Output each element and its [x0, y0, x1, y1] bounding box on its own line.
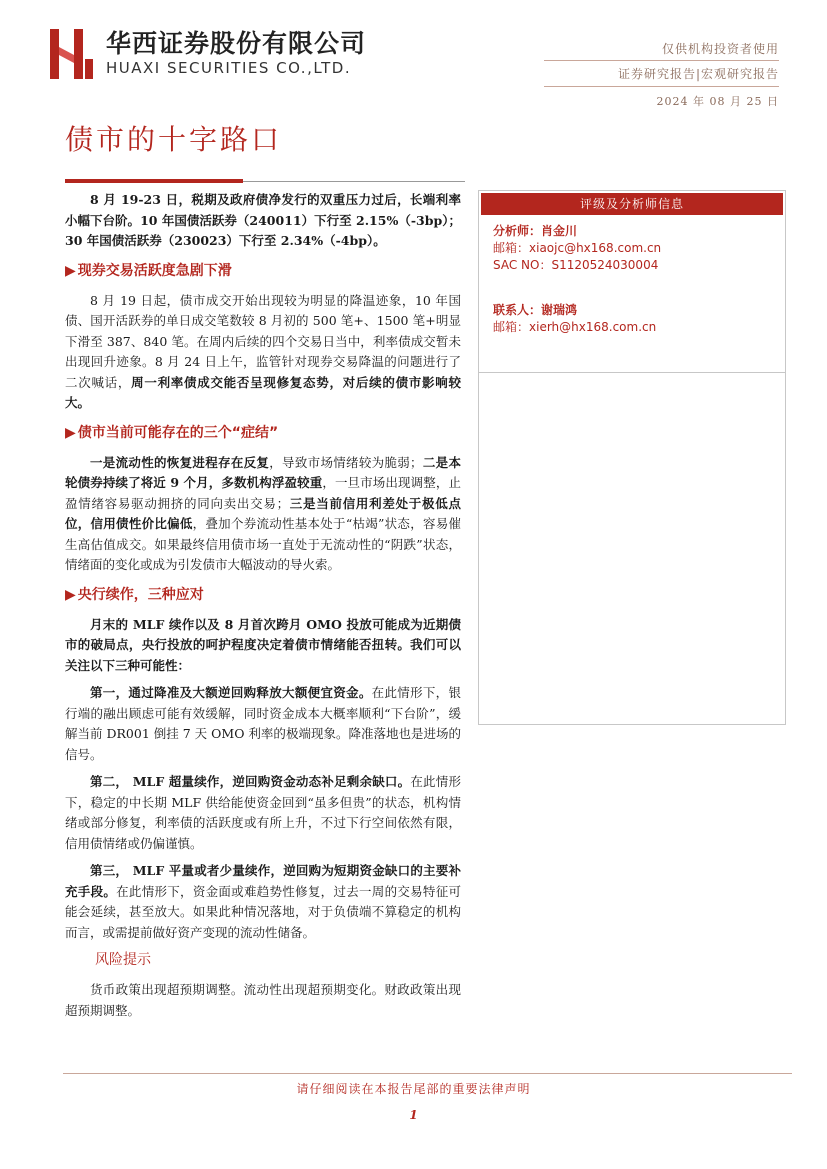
title-rule	[243, 181, 465, 182]
footer-disclaimer: 请仔细阅读在本报告尾部的重要法律声明	[296, 1082, 531, 1096]
page-number: 1	[409, 1108, 418, 1122]
risk-paragraph: 货币政策出现超预期调整。流动性出现超预期变化。财政政策出现超预期调整。	[65, 982, 461, 1018]
analyst-email[interactable]: xiaojc@hx168.com.cn	[529, 241, 662, 255]
huaxi-logo-icon	[50, 29, 96, 79]
section-heading: ▶ 债市当前可能存在的三个“症结”	[65, 424, 279, 441]
contact-email-row: 邮箱：xierh@hx168.com.cn	[493, 320, 657, 334]
analyst-row: 分析师：肖金川	[493, 224, 578, 238]
report-date: 2024 年 08 月 25 日	[656, 95, 779, 108]
header-divider	[544, 86, 779, 87]
lead-paragraph: 8 月 19-23 日，税期及政府债净发行的双重压力过后，长端利率小幅下台阶。10 年国债活跃券（240011）下行至 2.15%（-3bp）；30 年国债活跃券（230023）下行至 2.34%（-4bp）。	[65, 192, 461, 248]
analyst-email-row: 邮箱：xiaojc@hx168.com.cn	[493, 241, 662, 255]
triangle-icon: ▶	[65, 586, 76, 603]
sidebar-divider	[479, 372, 785, 373]
contact-row: 联系人：谢瑞鸿	[493, 303, 578, 317]
triangle-icon: ▶	[65, 262, 76, 279]
sac-row: SAC NO：S1120524030004	[493, 258, 659, 272]
contact-email[interactable]: xierh@hx168.com.cn	[529, 320, 657, 334]
paragraph: 8 月 19 日起，债市成交开始出现较为明显的降温迹象，10 年国债、国开活跃券的单日成交笔数较 8 月初的 500 笔+、1500 笔+明显下滑至 387、840 笔。在周内后续的四个交易日当中，利率债成交暂未出现回升迹象。8 月 24 日上午，监管针对现券交易降温的问题进行了二次喊话，周一利率债成交能否呈现修复态势，对后续的债市影响较大。	[65, 292, 461, 410]
report-type: 证券研究报告|宏观研究报告	[617, 67, 779, 81]
risk-heading: 风险提示	[95, 952, 151, 968]
analyst-info	[479, 217, 785, 342]
company-logo	[50, 28, 366, 80]
company-name-cn: 华西证券股份有限公司	[106, 29, 367, 58]
title-underline	[65, 179, 243, 183]
paragraph: 月末的 MLF 续作以及 8 月首次跨月 OMO 投放可能成为近期债市的破局点，央行投放的呵护程度决定着债市情绪能否扭转。我们可以关注以下三种可能性：	[65, 616, 461, 673]
paragraph: 第三， MLF 平量或者少量续作，逆回购为短期资金缺口的主要补充手段。在此情形下，资金面或难趋势性修复，过去一周的交易特征可能会延续，甚至放大。如果此种情况落地，对于负债端不算稳定的机构而言，或需提前做好资产变现的流动性储备。	[65, 863, 461, 940]
section-heading: ▶ 央行续作，三种应对	[65, 586, 204, 603]
company-name-en: HUAXI SECURITIES CO.,LTD.	[106, 59, 352, 77]
report-title: 债市的十字路口	[65, 123, 283, 156]
header-divider	[544, 60, 779, 61]
section-heading: ▶ 现券交易活跃度急剧下滑	[65, 262, 232, 279]
triangle-icon: ▶	[65, 424, 76, 441]
paragraph: 一是流动性的恢复进程存在反复，导致市场情绪较为脆弱；二是本轮债券持续了将近 9 个月，多数机构浮盈较重，一旦市场出现调整，止盈情绪容易驱动拥挤的同向卖出交易；三是当前信用利差处于极低点位，信用债性价比偏低，叠加个券流动性基本处于“枯竭”状态，容易催生高估值成交。如果最终信用债市场一直处于无流动性的“阴跌”状态，情绪面的变化或成为引发债市大幅波动的导火索。	[65, 454, 461, 572]
analyst-sidebar	[478, 190, 786, 725]
paragraph: 第一，通过降准及大额逆回购释放大额便宜资金。在此情形下，银行端的融出顾虑可能有效缓解，同时资金成本大概率顺利“下台阶”，缓解当前 DR001 倒挂 7 天 OMO 利率的极端现象。降准落地也是进场的信号。	[65, 685, 461, 762]
sidebar-heading: 评级及分析师信息	[481, 193, 783, 215]
footer-divider	[63, 1073, 792, 1074]
paragraph: 第二， MLF 超量续作，逆回购资金动态补足剩余缺口。在此情形下，稳定的中长期 MLF 供给能使资金回到“虽多但贵”的状态，机构情绪或部分修复，利率债的活跃度或有所上升，不过下行空间依然有限，信用债情绪或仍偏谨慎。	[65, 774, 461, 851]
main-content	[65, 190, 461, 1028]
usage-notice: 仅供机构投资者使用	[661, 42, 779, 56]
